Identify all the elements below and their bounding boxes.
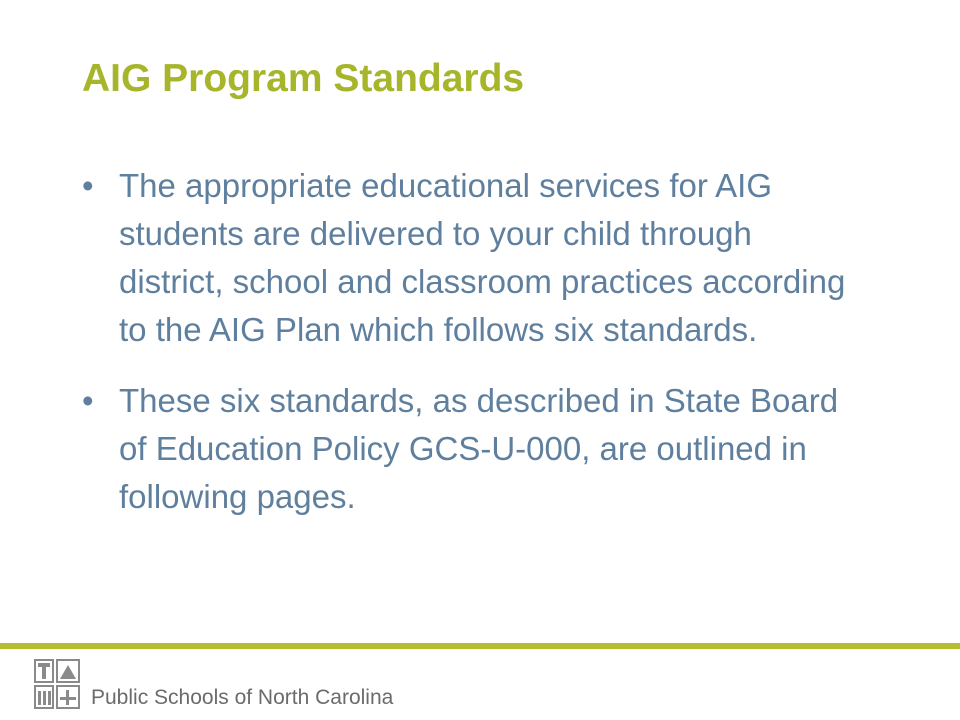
bullet-item xyxy=(82,162,852,354)
slide-title: AIG Program Standards xyxy=(82,57,525,100)
bullet-text: The appropriate educational services for AIG students are delivered to your child through district, school and classroom practices according to the AIG Plan which follows six standards. xyxy=(119,167,846,348)
bullet-marker: • xyxy=(82,167,94,204)
bullet-list xyxy=(82,162,852,521)
bullet-text: These six standards, as described in State Board of Education Policy GCS-U-000, are outlined in following pages. xyxy=(119,382,839,515)
state-seal-icon xyxy=(32,657,84,713)
organization-name: Public Schools of North Carolina xyxy=(91,686,394,709)
bullet-item xyxy=(82,377,852,521)
footer-divider xyxy=(0,643,960,649)
bullet-marker: • xyxy=(82,382,94,419)
